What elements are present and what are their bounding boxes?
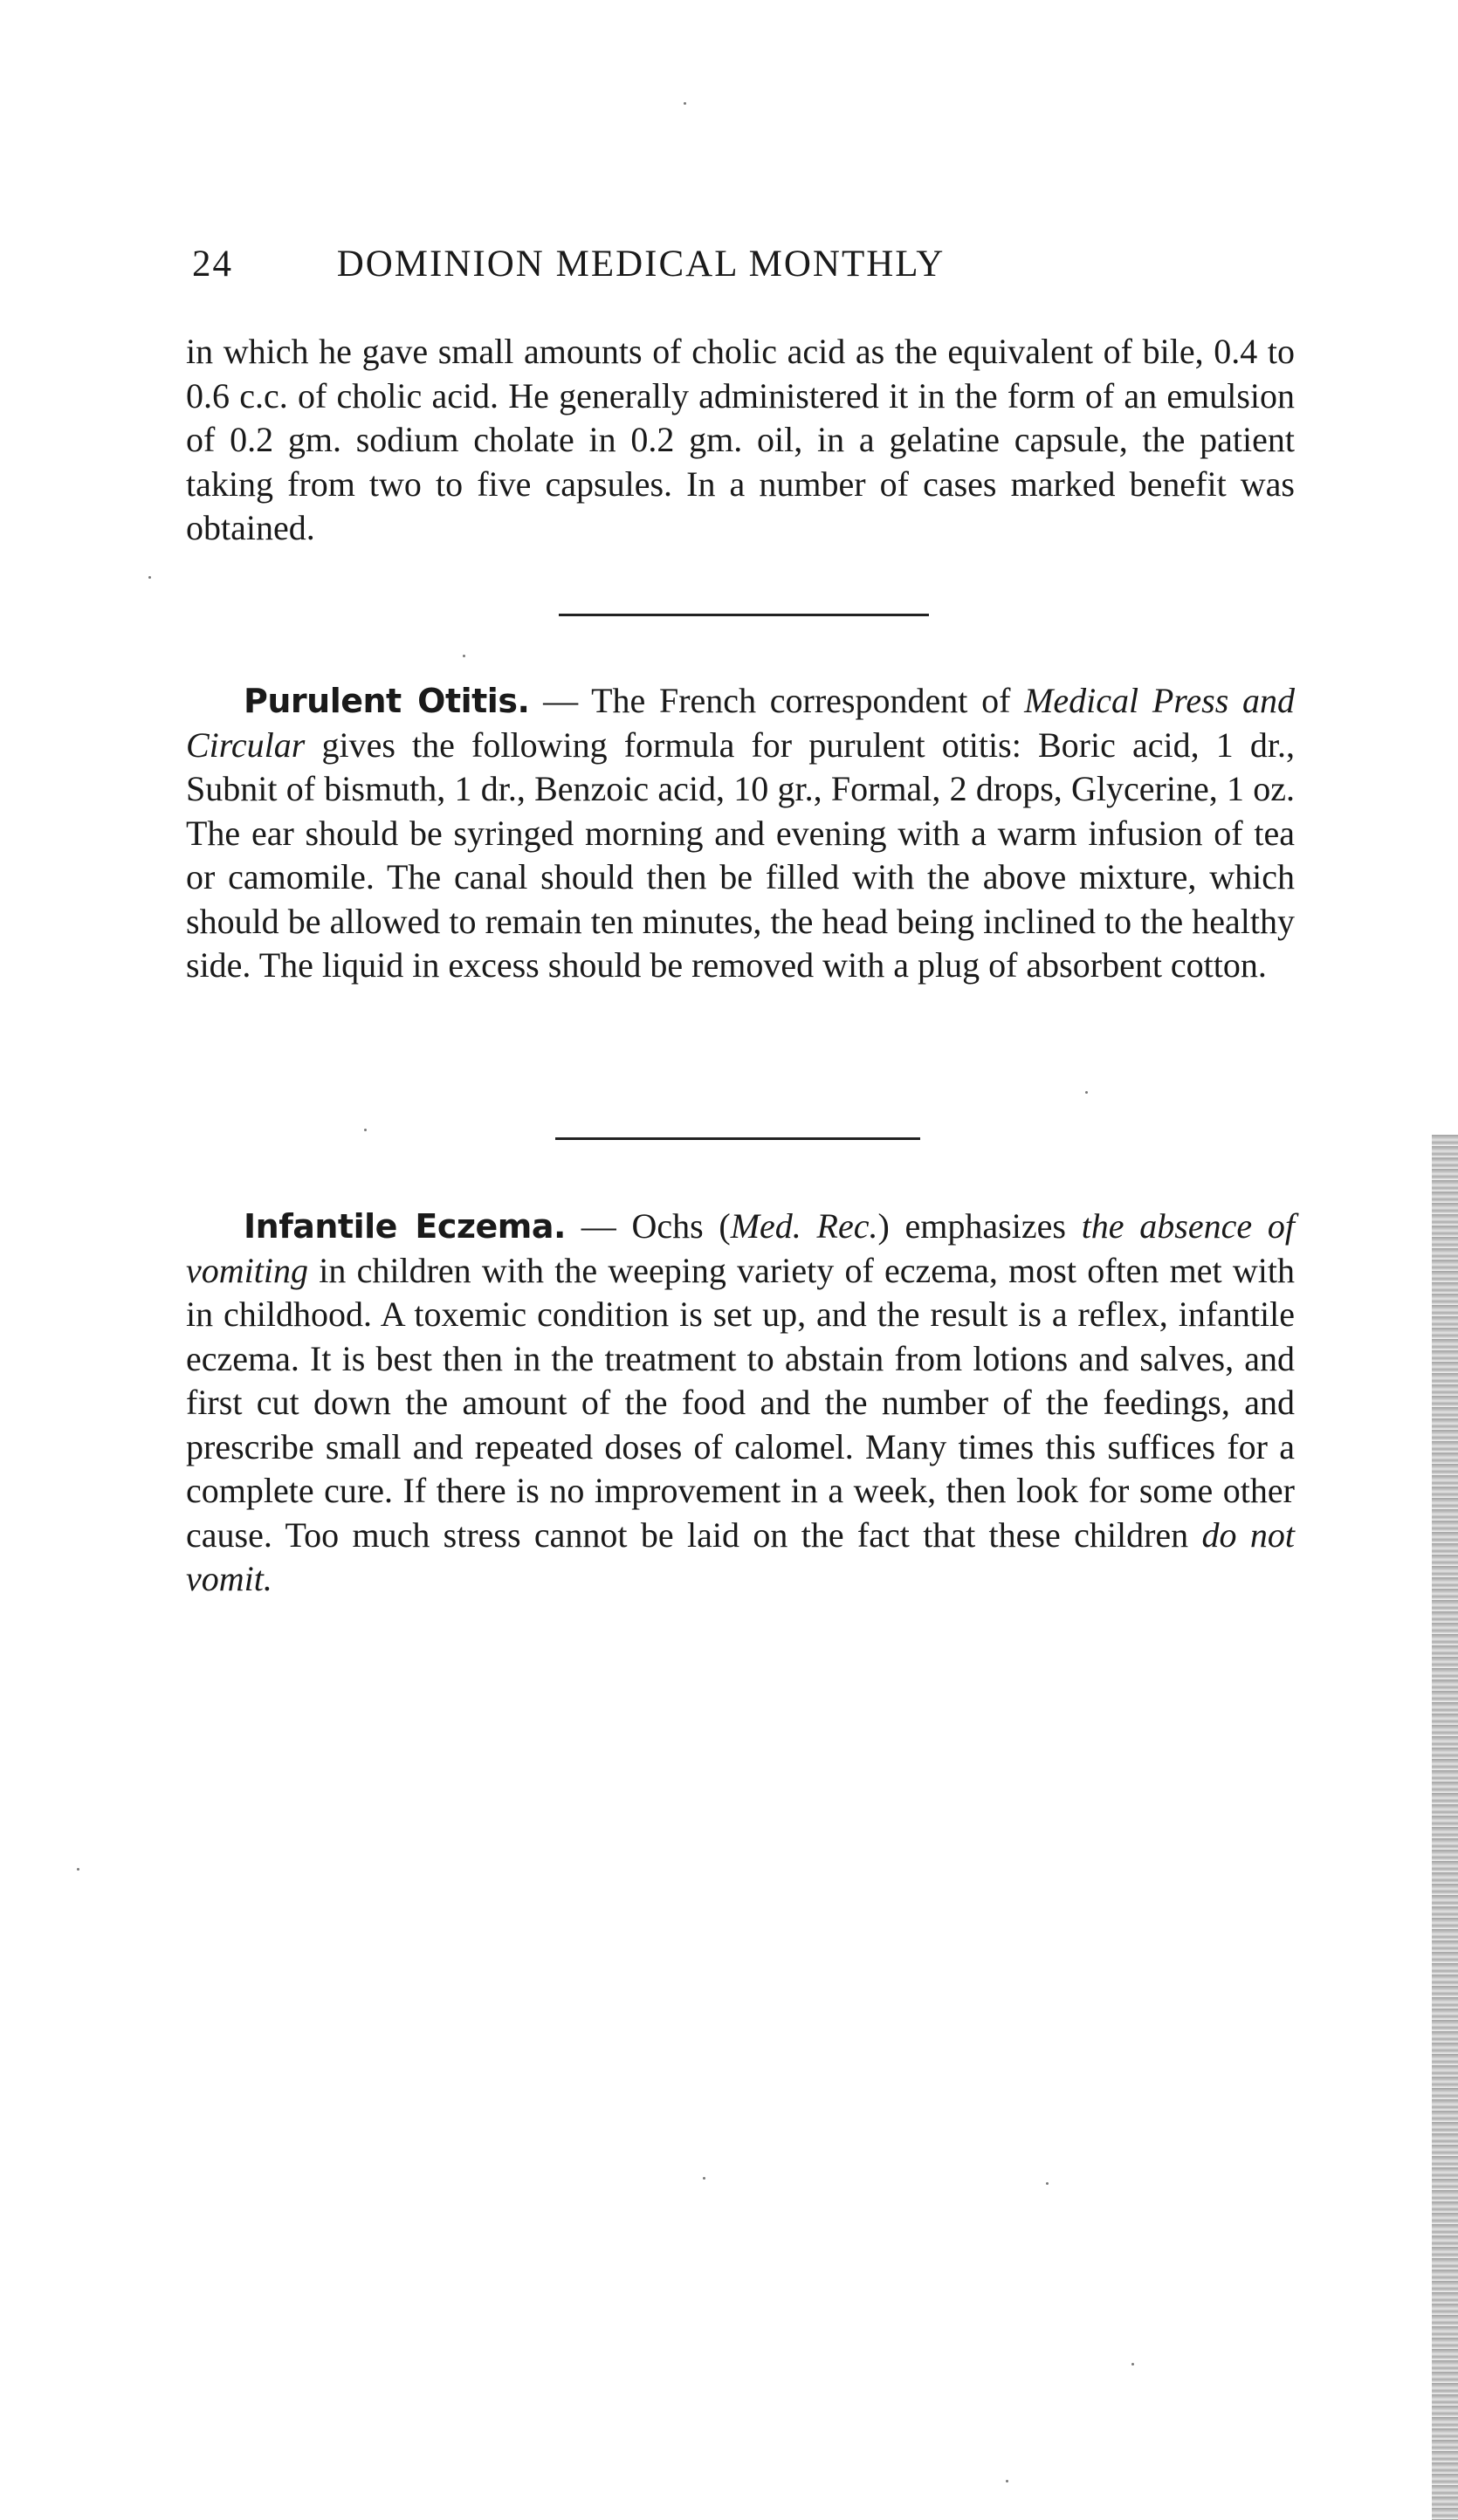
otitis-italic-source: Medical Press and Circular xyxy=(186,681,1295,765)
scan-speck xyxy=(463,655,465,657)
page-number: 24 xyxy=(192,244,233,285)
continuation-paragraph xyxy=(186,330,1295,551)
running-title: DOMINION MEDICAL MONTHLY xyxy=(336,244,946,285)
eczema-italic-emphasis: the absence of vomiting xyxy=(186,1206,1295,1290)
otitis-heading: Purulent Otitis. xyxy=(244,682,530,720)
eczema-text-3: in children with the weeping variety of eczema, most often met with in childhood. A toxemic condition is set up, and the result is a reflex, infantile eczema. It is best then in the treatment to abstain from lotions and salves, and first cut down the amount of the food and the number of the feedings, and prescribe small and repeated doses of calomel. Many times this suffices for a complete cure. If there is no improvement in a week, then look for some other cause. Too much stress cannot be laid on the fact that these children xyxy=(186,1250,1295,1555)
scan-speck xyxy=(684,102,686,105)
otitis-dash: — xyxy=(529,681,592,720)
section-divider-1 xyxy=(559,614,929,616)
scan-speck xyxy=(148,576,151,579)
scan-speck xyxy=(1046,2182,1049,2185)
continuation-text: in which he gave small amounts of cholic acid as the equivalent of bile, 0.4 to 0.6 c.c. of cholic acid. He generally administered it in the form of an emulsion of 0.2 gm. sodium cholate in 0.2 gm. oil, in a gelatine capsule, the patient taking from two to five capsules. In a number of cases marked benefit was obtained. xyxy=(186,332,1295,547)
section-infantile-eczema xyxy=(186,1205,1295,1602)
scan-speck xyxy=(1131,2363,1134,2366)
scan-speck xyxy=(1006,2480,1008,2482)
eczema-dash: — xyxy=(565,1206,632,1246)
section-purulent-otitis xyxy=(186,679,1295,988)
eczema-text-2: ) emphasizes xyxy=(877,1206,1082,1246)
page-header xyxy=(192,243,1090,295)
otitis-text-1: The French correspondent of xyxy=(591,681,1025,720)
eczema-text-1: Ochs ( xyxy=(631,1206,731,1246)
otitis-text-2: gives the following formula for purulent otitis: Boric acid, 1 dr., Subnit of bismuth, 1 dr., Benzoic acid, 10 gr., Formal, 2 drops, Glycerine, 1 oz. The ear should be syringed morning and evening with a warm infusion of tea or camomile. The canal should then be filled with the above mixture, which should be allowed to remain ten minutes, the head being inclined to the healthy side. The liquid in excess should be removed with a plug of absorbent cotton. xyxy=(186,724,1295,985)
scan-speck xyxy=(364,1129,367,1131)
eczema-heading: Infantile Eczema. xyxy=(244,1207,566,1246)
scan-speck xyxy=(1085,1091,1088,1094)
eczema-italic-conclusion: do not vomit. xyxy=(186,1514,1295,1598)
otitis-paragraph xyxy=(186,679,1295,988)
section-divider-2 xyxy=(555,1137,920,1140)
scan-speck xyxy=(77,1868,79,1871)
scan-binding-edge xyxy=(1432,1135,1458,2520)
eczema-paragraph xyxy=(186,1205,1295,1602)
scan-speck xyxy=(703,2177,705,2180)
eczema-italic-source: Med. Rec. xyxy=(730,1206,878,1246)
